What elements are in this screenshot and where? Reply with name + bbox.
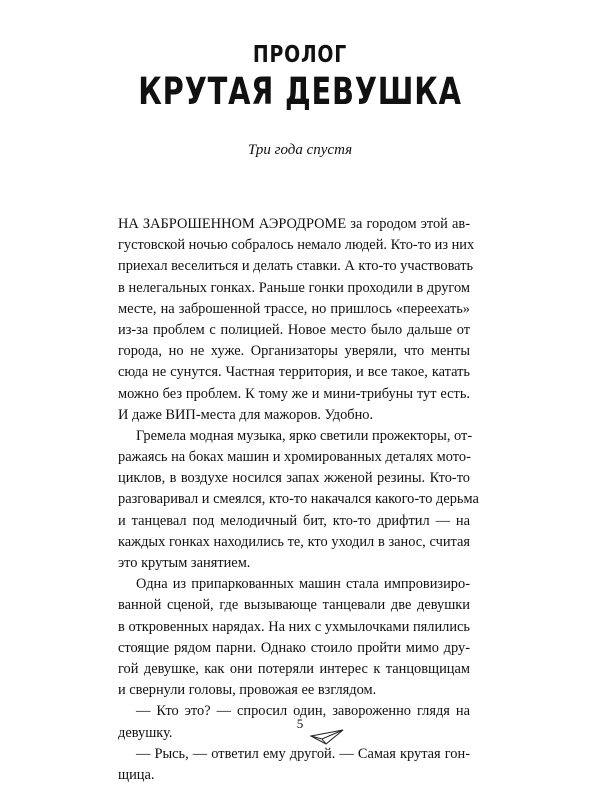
text-line: в нелегальных гонках. Раньше гонки проходили в другом	[118, 279, 470, 296]
page-number: 5	[296, 716, 304, 731]
text-line: каждых гонках находились те, кто уходил в занос, считая	[118, 533, 470, 550]
text-line: сюда не сунутся. Частная территория, и все такое, катать	[118, 364, 470, 381]
text-line: это крутым занятием.	[118, 555, 251, 571]
text-line: и танцевал под мелодичный бит, кто-то дрифтил — на	[118, 512, 470, 529]
text-line: города, но не хуже. Организаторы уверяли, что менты	[118, 343, 470, 360]
text-line: месте, на заброшенной трассе, но пришлось «переехать»	[118, 300, 470, 317]
chapter-subtitle: Три года спустя	[247, 142, 353, 158]
text-line: И даже ВИП-места для мажоров. Удобно.	[118, 406, 374, 423]
text-line: ражаясь на боках машин и хромированных деталях мото-	[118, 449, 471, 466]
text-line: стоящие рядом парни. Однако стоило пройти мимо дру-	[118, 639, 470, 656]
text-line: ванной сценой, где вызывающе танцевали две девушки	[118, 597, 470, 614]
text-line: густовской ночью собралось немало людей. Кто-то из них	[118, 237, 475, 254]
text-line: разговаривал и смеялся, кто-то накачался какого-то дерьма	[118, 491, 479, 508]
text-line: щица.	[118, 766, 155, 783]
text-line: — Кто это? — спросил один, завороженно глядя на	[136, 703, 470, 720]
text-line: можно без проблем. К тому же и мини-трибуны тут есть.	[118, 385, 470, 402]
text-line: НА ЗАБРОШЕННОМ АЭРОДРОМЕ за городом этой ав-	[118, 216, 470, 232]
text-line: девушку.	[118, 724, 173, 741]
text-line: в откровенных нарядах. На них с ухмылочками пялились	[118, 618, 470, 635]
paper-plane-icon	[310, 728, 344, 751]
text-line: и свернули головы, провожая ее взглядом.	[118, 682, 377, 699]
text-line: приехал веселиться и делать ставки. А кто-то участвовать	[118, 258, 474, 275]
text-line: гой девушке, как они потеряли интерес к танцовщицам	[118, 660, 470, 677]
text-line: — Рысь, — ответил ему другой. — Самая крутая гон-	[136, 745, 470, 762]
text-line: Гремела модная музыка, ярко светили прожекторы, от-	[136, 427, 473, 444]
chapter-title: КРУТАЯ ДЕВУШКА	[138, 70, 462, 113]
text-line: Одна из припаркованных машин стала импровизиро-	[136, 576, 470, 593]
body-text	[118, 214, 479, 786]
text-line: из-за проблем с полицией. Новое место было дальше от	[118, 321, 470, 338]
text-line: циклов, в воздухе носился запах жженой резины. Кто-то	[118, 470, 470, 487]
chapter-kicker: ПРОЛОГ	[252, 42, 348, 68]
